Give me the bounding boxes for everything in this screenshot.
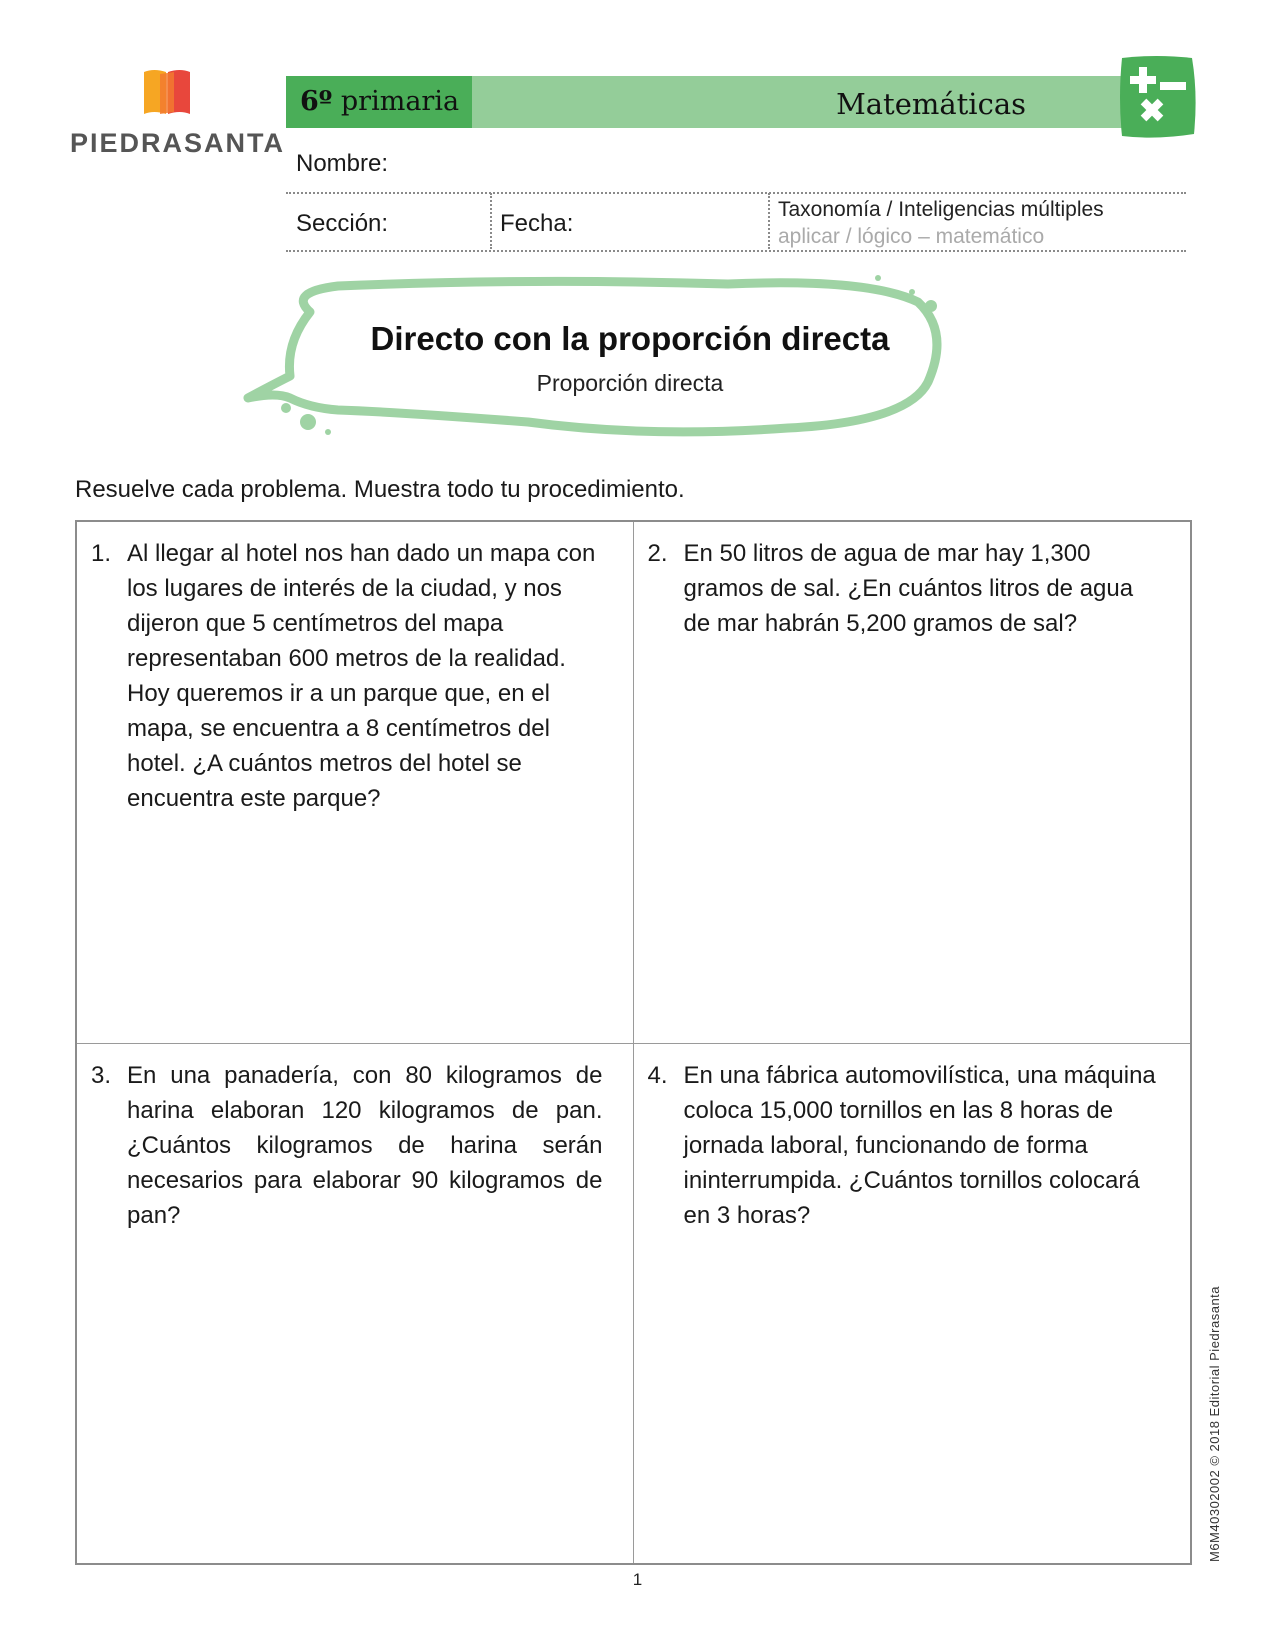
- section-label: Sección:: [296, 210, 389, 237]
- divider: [286, 250, 1186, 252]
- problem-3: [91, 1058, 603, 1233]
- problem-text: En una fábrica automovilística, una máquina coloca 15,000 tornillos en las 8 horas de jornada laboral, funcionando de forma ininterrumpida. ¿Cuántos tornillos colocará en 3 horas?: [683, 1062, 1156, 1229]
- divider: [768, 193, 770, 249]
- worksheet-title: Directo con la proporción directa: [370, 320, 890, 357]
- instruction-text: Resuelve cada problema. Muestra todo tu procedimiento.: [75, 476, 685, 503]
- problem-number: 1.: [91, 540, 112, 567]
- problem-text: En 50 litros de agua de mar hay 1,300 gramos de sal. ¿En cuántos litros de agua de mar habrán 5,200 gramos de sal?: [683, 540, 1134, 637]
- problem-4: [648, 1058, 1161, 1233]
- copyright-note: M6M40302002 © 2018 Editorial Piedrasanta: [1207, 1285, 1222, 1562]
- logo-wordmark: PIEDRASANTA: [70, 128, 286, 158]
- divider: [490, 193, 492, 249]
- problem-cell[interactable]: [634, 522, 1191, 1044]
- taxonomy-value: aplicar / lógico – matemático: [778, 225, 1045, 248]
- title-bubble: [228, 272, 988, 458]
- open-book-icon: [140, 66, 194, 118]
- grade-badge: [286, 76, 472, 128]
- problem-cell[interactable]: [634, 1044, 1191, 1563]
- problem-1: [91, 536, 603, 816]
- page-number: 1: [632, 1570, 643, 1589]
- problem-number: 3.: [91, 1062, 112, 1089]
- name-label: Nombre:: [296, 150, 389, 177]
- problem-number: 4.: [647, 1062, 668, 1089]
- problem-number: 2.: [647, 540, 668, 567]
- plus-minus-times-icon: [1116, 54, 1198, 142]
- problem-cell[interactable]: [77, 522, 634, 1044]
- problem-text: Al llegar al hotel nos han dado un mapa con los lugares de interés de la ciudad, y nos dijeron que 5 centímetros del mapa representaban 600 metros de la realidad. Hoy queremos ir a un parque que, en el mapa, se encuentra a 8 centímetros del hotel. ¿A cuántos metros del hotel se encuentra este parque?: [127, 540, 596, 812]
- subject-title: Matemáticas: [836, 87, 1026, 121]
- problems-grid: [75, 520, 1192, 1565]
- publisher-logo: [66, 66, 286, 166]
- header-band: [286, 76, 1136, 128]
- grade-label: primaria: [340, 86, 460, 117]
- problem-text: En una panadería, con 80 kilogramos de harina elaboran 120 kilogramos de pan. ¿Cuántos kilogramos de harina serán necesarios para elaborar 90 kilogramos de pan?: [127, 1062, 603, 1229]
- taxonomy-title: Taxonomía / Inteligencias múltiples: [778, 198, 1104, 221]
- date-label: Fecha:: [500, 210, 574, 237]
- worksheet-subtitle: Proporción directa: [536, 370, 724, 396]
- divider: [286, 192, 1186, 194]
- problem-2: [648, 536, 1161, 641]
- grade-number: 6º: [300, 86, 333, 117]
- problem-cell[interactable]: [77, 1044, 634, 1563]
